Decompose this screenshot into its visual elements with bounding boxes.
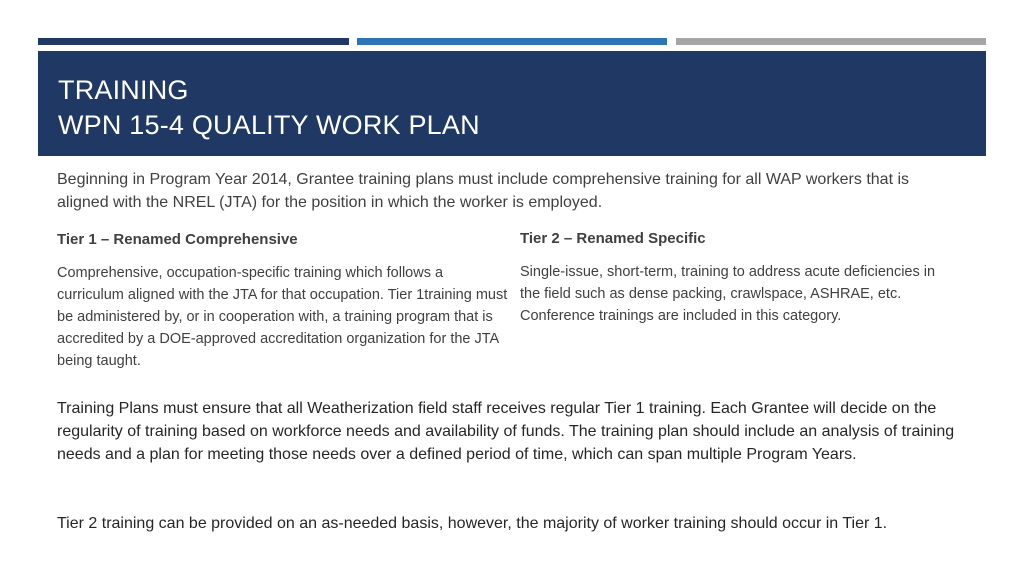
accent-bar-navy [38, 38, 349, 45]
tier1-description: Comprehensive, occupation-specific training which follows a curriculum aligned with the JTA for that occupation. Tier 1training must be administered by, or in cooperation with, a training program that is accredited by a DOE-approved accreditation organization for the JTA being taught. [57, 265, 508, 369]
intro-paragraph: Beginning in Program Year 2014, Grantee training plans must include comprehensive training for all WAP workers that is aligned with the NREL (JTA) for the position in which the worker is employed. [57, 171, 910, 211]
tier2-description: Single-issue, short-term, training to address acute deficiencies in the field such as dense packing, crawlspace, ASHRAE, etc. Conference trainings are included in this category. [520, 264, 936, 324]
title-line-1: TRAINING [58, 75, 189, 105]
accent-bar-blue [357, 38, 667, 45]
title-banner [38, 51, 986, 156]
training-plans-paragraph: Training Plans must ensure that all Weatherization field staff receives regular Tier 1 training. Each Grantee will decide on the regularity of training based on workforce needs and availability of funds. The training plan should include an analysis of training needs and a plan for meeting those needs over a defined period of time, which can span multiple Program Years. [57, 400, 955, 463]
tier2-heading: Tier 2 – Renamed Specific [520, 230, 706, 247]
accent-bar-gray [676, 38, 986, 45]
title-line-2: WPN 15-4 QUALITY WORK PLAN [58, 110, 480, 140]
tier2-note-paragraph: Tier 2 training can be provided on an as-needed basis, however, the majority of worker training should occur in Tier 1. [57, 515, 888, 532]
tier1-heading: Tier 1 – Renamed Comprehensive [57, 231, 298, 248]
